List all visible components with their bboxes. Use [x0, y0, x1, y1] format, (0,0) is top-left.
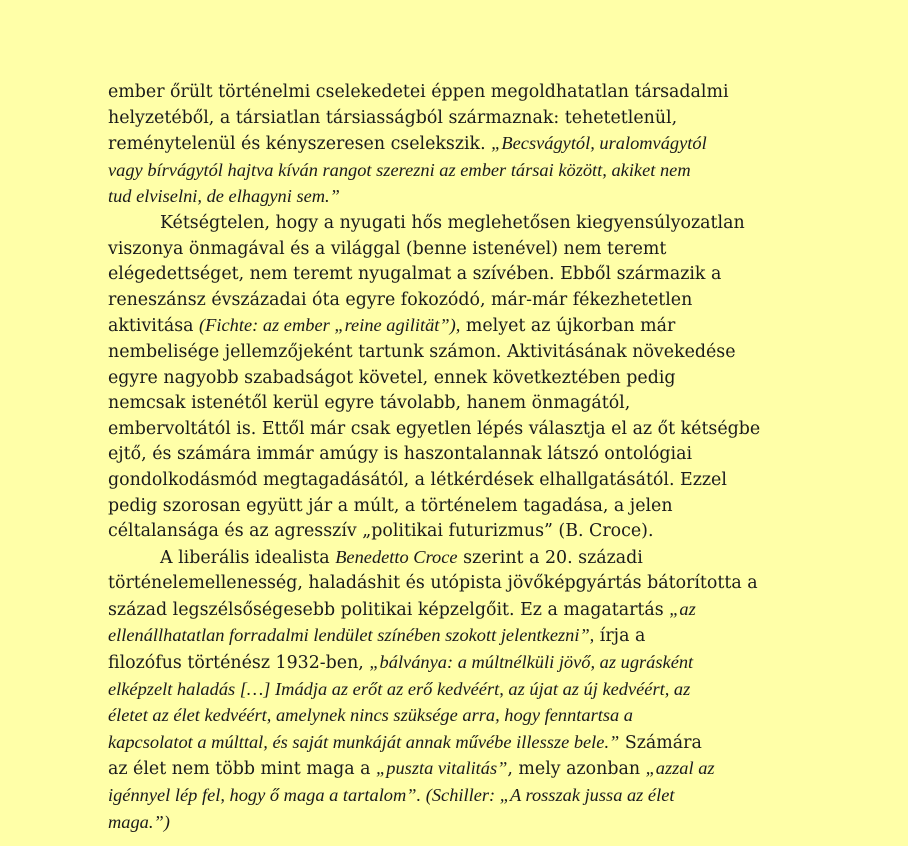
text-line: [108, 783, 802, 810]
italic-text-run: „az: [669, 598, 696, 619]
text-run: történelemellenesség, haladáshit és utópista jövőképgyártás bátorította a: [108, 573, 758, 594]
italic-text-run: „bálványa: a múltnélküli jövő, az ugrásként: [369, 652, 694, 673]
text-line: [108, 131, 802, 158]
text-run: gondolkodásmód megtagadásától, a létkérdések elhallgatásától. Ezzel: [108, 469, 727, 490]
text-line: [108, 468, 802, 494]
italic-text-run: kapcsolatot a múlttal, és saját munkáját annak művébe illessze bele.”: [108, 731, 620, 752]
text-line: [108, 313, 802, 340]
text-line: [108, 730, 802, 757]
text-run: egyre nagyobb szabadságot követel, ennek következtében pedig: [108, 367, 676, 388]
italic-text-run: ellenállhatatlan forradalmi lendület színében szokott jelentkezni”,: [108, 625, 595, 646]
text-run: A liberális idealista: [160, 547, 336, 568]
text-line: [108, 650, 802, 677]
text-run: céltalansága és az agresszív „politikai futurizmus” (B. Croce).: [108, 521, 654, 542]
text-line: [108, 80, 802, 106]
text-line: [108, 340, 802, 366]
text-line: [108, 158, 802, 185]
italic-text-run: életet az élet kedvéért, amelynek nincs szüksége arra, hogy fenntartsa a: [108, 705, 633, 726]
text-run: az élet nem több mint maga a: [108, 759, 377, 780]
text-run: nemcsak istenétől kerül egyre távolabb, hanem önmagától,: [108, 393, 631, 414]
text-run: aktivitása: [108, 316, 200, 337]
text-run: melyet az újkorban már: [460, 316, 676, 337]
text-run: elégedettséget, nem teremt nyugalmat a szívében. Ebből származik a: [108, 264, 722, 285]
text-line: [108, 703, 802, 730]
text-run: filozófus történész 1932-ben,: [108, 653, 370, 674]
text-run: pedig szorosan együtt jár a múlt, a történelem tagadása, a jelen: [108, 495, 673, 516]
text-line: [108, 494, 802, 520]
italic-text-run: „Becsvágytól, uralomvágytól: [491, 133, 707, 154]
text-run: szerint a 20. századi: [457, 547, 643, 568]
text-run: Számára: [619, 732, 702, 753]
text-line: [108, 597, 802, 624]
text-line: [108, 184, 802, 211]
text-line: [108, 623, 802, 650]
text-run: helyzetéből, a társiatlan társiasságból származnak: tehetetlenül,: [108, 107, 678, 128]
text-line: [108, 442, 802, 468]
italic-text-run: maga.”): [108, 811, 170, 832]
document-body-text: [108, 80, 802, 836]
text-run: , mely azonban: [507, 759, 646, 780]
text-run: reménytelenül és kényszeresen cselekszik.: [108, 134, 492, 155]
text-line: [108, 519, 802, 545]
text-line: [108, 106, 802, 132]
italic-text-run: „azzal az: [645, 758, 715, 779]
text-run: embervoltától is. Ettől már csak egyetlen lépés választja el az őt kétségbe: [108, 418, 761, 439]
italic-text-run: elképzelt haladás […] Imádja az erőt az erő kedvéért, az újat az új kedvéért, az: [108, 678, 691, 699]
text-line: [108, 288, 802, 314]
text-run: írja a: [594, 626, 646, 647]
italic-text-run: „puszta vitalitás”: [376, 758, 508, 779]
text-run: ember őrült történelmi cselekedetei éppen megoldhatatlan társadalmi: [108, 82, 729, 102]
text-line: [108, 417, 802, 443]
text-line: [108, 237, 802, 263]
text-run: Kétségtelen, hogy a nyugati hős meglehetősen kiegyensúlyozatlan: [160, 212, 745, 233]
text-line: [108, 810, 802, 837]
text-run: nembelisége jellemzőjeként tartunk számon. Aktivitásának növekedése: [108, 341, 736, 362]
text-line: [108, 545, 802, 572]
italic-text-run: Benedetto Croce: [335, 546, 458, 567]
text-line: [108, 677, 802, 704]
text-line: [108, 211, 802, 237]
text-line: [108, 391, 802, 417]
text-run: század legszélsőségesebb politikai képzelgőit. Ez a magatartás: [108, 599, 670, 620]
text-line: [108, 571, 802, 597]
italic-text-run: (Fichte: az ember „reine agilität”),: [199, 315, 461, 336]
italic-text-run: igénnyel lép fel, hogy ő maga a tartalom”. (Schiller: „A rosszak jussa az élet: [108, 785, 675, 806]
italic-text-run: vagy bírvágytól hajtva kíván rangot szerezni az ember társai között, akiket nem: [108, 159, 691, 180]
text-run: viszonya önmagával és a világgal (benne istenével) nem teremt: [108, 238, 667, 259]
text-line: [108, 756, 802, 783]
text-run: reneszánsz évszázadai óta egyre fokozódó, már-már fékezhetetlen: [108, 289, 693, 310]
text-run: ejtő, és számára immár amúgy is haszontalannak látszó ontológiai: [108, 444, 693, 465]
text-line: [108, 366, 802, 392]
text-line: [108, 262, 802, 288]
italic-text-run: tud elviselni, de elhagyni sem.”: [108, 186, 340, 207]
